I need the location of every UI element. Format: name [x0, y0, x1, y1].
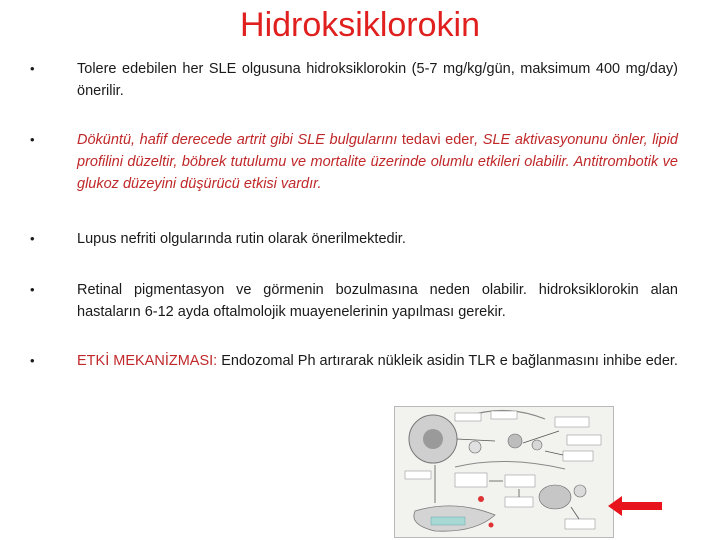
bullet-dot: •	[30, 132, 35, 147]
left-arrow-icon	[608, 494, 664, 518]
bullet-2	[30, 129, 678, 195]
bullet-dot: •	[30, 231, 35, 246]
bullet-dot: •	[30, 282, 35, 297]
mechanism-diagram-image	[394, 406, 614, 538]
bullet-1-text: Tolere edebilen her SLE olgusuna hidroksiklorokin (5-7 mg/kg/gün, maksimum 400 mg/day) önerilir.	[77, 61, 678, 99]
slide-title: Hidroksiklorokin	[240, 6, 480, 44]
bullet-2-text	[77, 129, 678, 195]
mechanism-text: Endozomal Ph artırarak nükleik asidin TLR e bağlanmasını inhibe eder.	[217, 353, 678, 369]
bullet-2-part3: , SLE aktivasyonunu önler, lipid profilini düzeltir, böbrek tutulumu ve mortalite üzerinde olumlu etkileri olabilir. Antitrombotik ve glukoz düzeyini düşürücü etkisi vardır.	[77, 132, 678, 192]
bullet-1	[30, 58, 678, 102]
bullet-dot: •	[30, 353, 35, 368]
mechanism-label: ETKİ MEKANİZMASI:	[77, 353, 218, 369]
bullet-dot: •	[30, 61, 35, 76]
bullet-4-text: Retinal pigmentasyon ve görmenin bozulmasına neden olabilir. hidroksiklorokin alan hastaların 6-12 ayda oftalmolojik muayenelerinin yapılması gerekir.	[77, 282, 678, 320]
bullet-2-part1: Döküntü, hafif derecede artrit gibi SLE bulgularını	[77, 132, 402, 148]
bullet-2-part2: tedavi eder	[401, 132, 475, 148]
bullet-3-text: Lupus nefriti olgularında rutin olarak önerilmektedir.	[77, 231, 406, 247]
diagram-graphic	[395, 407, 613, 537]
bullet-5-text	[77, 350, 678, 372]
bullet-5	[30, 350, 678, 372]
bullet-4	[30, 279, 678, 323]
bullet-3	[30, 228, 678, 250]
